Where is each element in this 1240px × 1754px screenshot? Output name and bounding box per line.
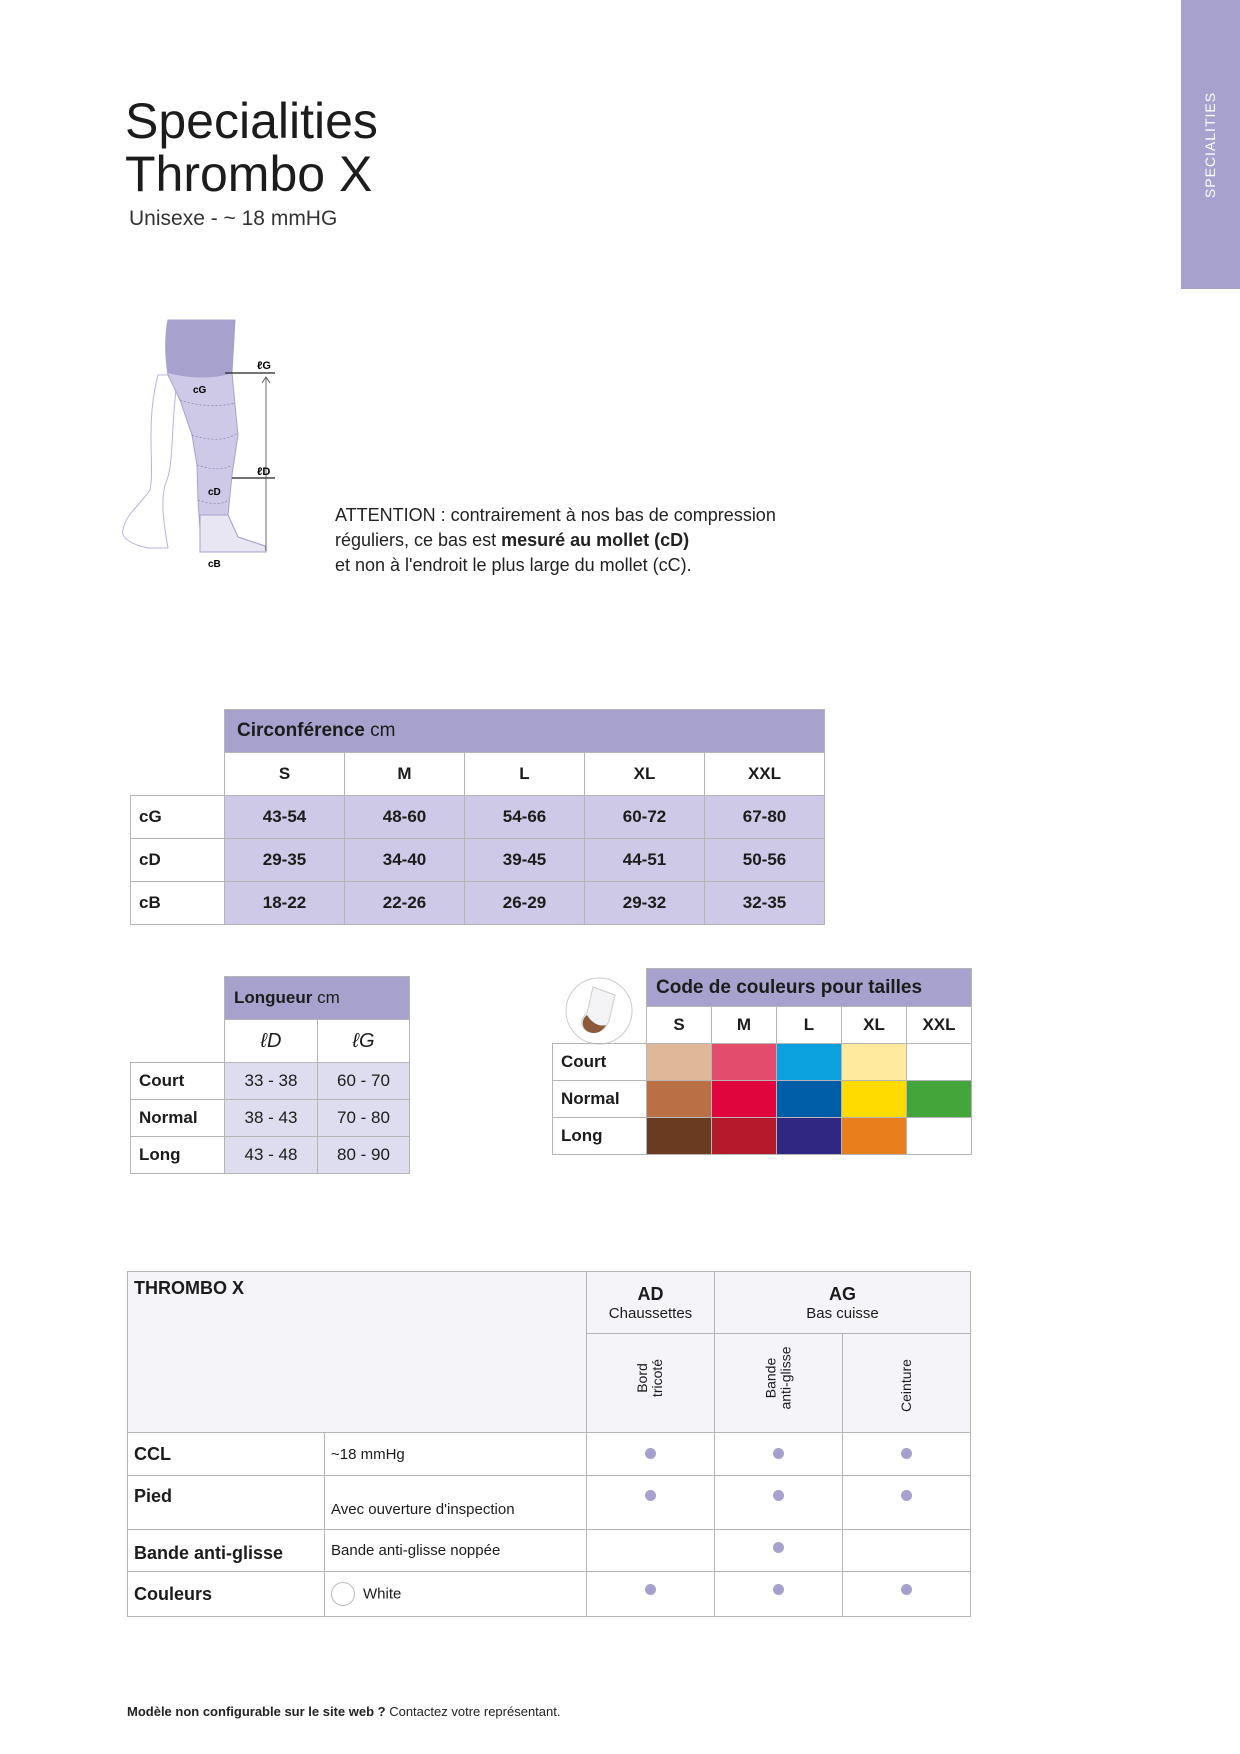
spec-row-label: Pied (128, 1476, 325, 1530)
row-label: Long (131, 1137, 225, 1174)
table-row (131, 1063, 410, 1100)
color-swatch (777, 1081, 842, 1118)
size-header: XXL (705, 753, 825, 796)
length-title: Longueur (234, 988, 313, 1007)
title-line-2: Thrombo X (125, 146, 373, 202)
spec-dot-cell (587, 1572, 715, 1617)
spec-dot-cell (715, 1530, 843, 1572)
white-color-swatch (331, 1582, 355, 1606)
availability-dot-icon (645, 1490, 656, 1501)
subcol-line1: Ceinture (897, 1359, 914, 1412)
row-label: Normal (131, 1100, 225, 1137)
subcol-line2: anti-glisse (777, 1346, 794, 1410)
table-cell: 60 - 70 (318, 1063, 410, 1100)
subcol-ceinture (843, 1334, 971, 1433)
spec-group-ag (715, 1272, 971, 1334)
length-header (225, 977, 410, 1020)
corner-blank (131, 753, 225, 796)
table-cell: 33 - 38 (225, 1063, 318, 1100)
spec-dot-cell (843, 1530, 971, 1572)
spec-row-desc: Avec ouverture d'inspection (325, 1476, 587, 1530)
footer-bold: Modèle non configurable sur le site web ? (127, 1704, 386, 1719)
color-swatch (712, 1044, 777, 1081)
subcol-bord-tricote (587, 1334, 715, 1433)
circumference-title: Circonférence (237, 720, 365, 741)
size-header: XL (842, 1007, 907, 1044)
size-header: S (647, 1007, 712, 1044)
diagram-label-lg: ℓG (257, 360, 271, 372)
spec-row-label: Couleurs (128, 1572, 325, 1617)
length-col-header: ℓD (225, 1020, 318, 1063)
color-swatch (777, 1118, 842, 1155)
availability-dot-icon (645, 1448, 656, 1459)
title-line-1: Specialities (125, 93, 378, 149)
side-tab-label: SPECIALITIES (1202, 91, 1218, 199)
color-swatch (647, 1118, 712, 1155)
table-row (128, 1572, 971, 1617)
subcol-bande-anti-glisse (715, 1334, 843, 1433)
page-subtitle: Unisexe - ~ 18 mmHG (129, 207, 338, 230)
availability-dot-icon (773, 1448, 784, 1459)
length-unit: cm (317, 988, 340, 1007)
spec-dot-cell (715, 1572, 843, 1617)
table-cell: 29-32 (585, 882, 705, 925)
table-cell: 80 - 90 (318, 1137, 410, 1174)
size-header: XXL (907, 1007, 972, 1044)
table-cell: 43-54 (225, 796, 345, 839)
attention-line-3: et non à l'endroit le plus large du mollet (cC). (335, 555, 692, 575)
length-col-header: ℓG (318, 1020, 410, 1063)
spec-row-label: CCL (128, 1433, 325, 1476)
color-swatch (842, 1044, 907, 1081)
spec-dot-cell (715, 1476, 843, 1530)
size-header: L (777, 1007, 842, 1044)
table-cell: 29-35 (225, 839, 345, 882)
table-cell: 39-45 (465, 839, 585, 882)
attention-line-1: ATTENTION : contrairement à nos bas de compression (335, 505, 776, 525)
spec-title: THROMBO X (128, 1272, 587, 1433)
table-cell: 48-60 (345, 796, 465, 839)
row-label: Court (131, 1063, 225, 1100)
group-code: AG (829, 1283, 856, 1304)
size-header: M (712, 1007, 777, 1044)
table-cell: 22-26 (345, 882, 465, 925)
table-cell: 38 - 43 (225, 1100, 318, 1137)
spec-row-label: Bande anti-glisse (128, 1530, 325, 1572)
color-swatch (907, 1081, 972, 1118)
attention-line-2 (335, 528, 776, 553)
availability-dot-icon (773, 1542, 784, 1553)
size-header: XL (585, 753, 705, 796)
size-header: L (465, 753, 585, 796)
table-row (131, 1100, 410, 1137)
table-row (131, 796, 825, 839)
spec-dot-cell (587, 1476, 715, 1530)
availability-dot-icon (901, 1490, 912, 1501)
table-cell: 67-80 (705, 796, 825, 839)
row-label: cB (131, 882, 225, 925)
spec-dot-cell (843, 1572, 971, 1617)
color-swatch (777, 1044, 842, 1081)
table-row (128, 1476, 971, 1530)
diagram-label-cg: cG (193, 385, 207, 396)
color-code-header: Code de couleurs pour tailles (647, 969, 972, 1007)
spec-row-desc: ~18 mmHg (325, 1433, 587, 1476)
row-label: cG (131, 796, 225, 839)
subcol-line1: Bande (762, 1357, 779, 1399)
spec-row-desc (325, 1572, 587, 1617)
footer-rest: Contactez votre représentant. (385, 1704, 561, 1719)
spec-dot-cell (715, 1433, 843, 1476)
subcol-label (636, 1359, 666, 1397)
group-name: Chaussettes (608, 1304, 693, 1322)
table-row (128, 1433, 971, 1476)
availability-dot-icon (773, 1584, 784, 1595)
color-swatch (842, 1118, 907, 1155)
attention-line-2-text: réguliers, ce bas est (335, 530, 502, 550)
circumference-unit: cm (370, 720, 396, 741)
color-swatch (842, 1081, 907, 1118)
spec-group-ad (587, 1272, 715, 1334)
color-code-table (552, 968, 972, 1155)
table-row (553, 1081, 972, 1118)
availability-dot-icon (773, 1490, 784, 1501)
attention-note (335, 503, 776, 578)
table-row (128, 1530, 971, 1572)
table-cell: 70 - 80 (318, 1100, 410, 1137)
color-name: White (363, 1585, 402, 1603)
row-label: Normal (553, 1081, 647, 1118)
corner-blank (553, 1007, 647, 1044)
spec-dot-cell (587, 1433, 715, 1476)
diagram-label-cd: cD (208, 487, 221, 498)
color-swatch (712, 1081, 777, 1118)
group-name: Bas cuisse (806, 1304, 879, 1322)
subcol-label (764, 1346, 794, 1409)
corner-blank (553, 969, 647, 1007)
table-cell: 26-29 (465, 882, 585, 925)
leg-measurement-diagram (120, 315, 280, 615)
table-cell: 44-51 (585, 839, 705, 882)
table-cell: 18-22 (225, 882, 345, 925)
availability-dot-icon (645, 1584, 656, 1595)
size-header: S (225, 753, 345, 796)
table-cell: 32-35 (705, 882, 825, 925)
table-row (553, 1044, 972, 1081)
footer-note (127, 1704, 560, 1719)
table-row (131, 1137, 410, 1174)
table-cell: 50-56 (705, 839, 825, 882)
spec-dot-cell (843, 1476, 971, 1530)
spec-dot-cell (843, 1433, 971, 1476)
availability-dot-icon (901, 1448, 912, 1459)
spec-row-desc: Bande anti-glisse noppée (325, 1530, 587, 1572)
subcol-label (899, 1359, 914, 1412)
color-swatch (907, 1118, 972, 1155)
color-swatch (907, 1044, 972, 1081)
table-cell: 43 - 48 (225, 1137, 318, 1174)
row-label: Court (553, 1044, 647, 1081)
group-code: AD (637, 1283, 664, 1304)
diagram-label-ld: ℓD (257, 466, 271, 478)
table-row (131, 882, 825, 925)
page-title (125, 95, 378, 201)
corner-blank (131, 710, 225, 753)
spec-dot-cell (587, 1530, 715, 1572)
table-row (553, 1118, 972, 1155)
row-label: cD (131, 839, 225, 882)
spec-table (127, 1271, 971, 1617)
subcol-line2: tricoté (649, 1358, 666, 1398)
attention-line-2-bold: mesuré au mollet (cD) (501, 530, 690, 550)
size-header: M (345, 753, 465, 796)
table-cell: 54-66 (465, 796, 585, 839)
color-swatch (712, 1118, 777, 1155)
row-label: Long (553, 1118, 647, 1155)
color-swatch (647, 1081, 712, 1118)
availability-dot-icon (901, 1584, 912, 1595)
color-swatch (647, 1044, 712, 1081)
table-cell: 60-72 (585, 796, 705, 839)
diagram-label-cb: cB (208, 559, 221, 570)
circumference-header (225, 710, 825, 753)
corner-blank (131, 977, 225, 1020)
length-table (130, 976, 410, 1174)
table-cell: 34-40 (345, 839, 465, 882)
circumference-table (130, 709, 825, 925)
table-row (131, 839, 825, 882)
subcol-line1: Bord (634, 1363, 651, 1393)
corner-blank (131, 1020, 225, 1063)
